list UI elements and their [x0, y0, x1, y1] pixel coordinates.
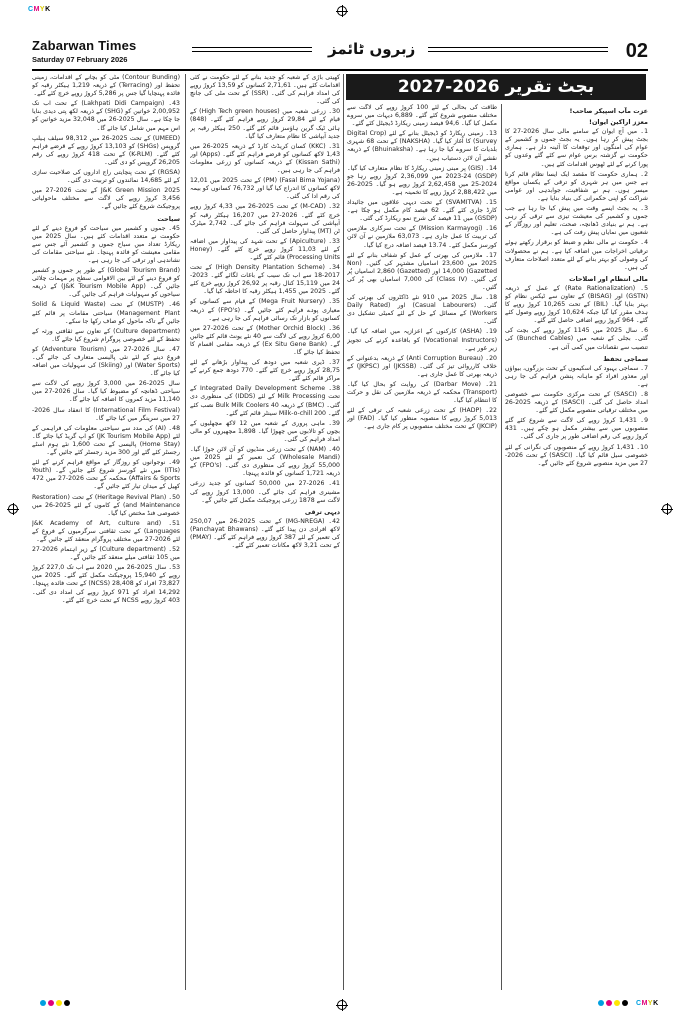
- article-paragraph: سال 2025-26 میں 3,000 کروڑ روپے کی لاگت سے سیاحتی ڈھانچہ کو مضبوط کیا گیا۔ سال 2026-27 میں 11,140 مزید کمروں کا اضافہ کیا جائے گا۔: [32, 380, 180, 404]
- article-paragraph: 40۔ (NAM) کے تحت زرعی منڈیوں کو آن لائن جوڑا گیا۔ (Wholesale Mandi) کی تعمیر کے لئے 2025 میں 55,000 کروڑ روپے کی منظوری دی گئی۔ (FPO's) کے ذریعہ 1,721 کسانوں کو فائدہ پہنچا۔: [190, 446, 340, 478]
- column-1: [32, 74, 180, 990]
- masthead-divider: [32, 69, 648, 71]
- color-swatch-bottom-left: [40, 1000, 70, 1006]
- article-paragraph: 5۔ (Rate Rationalization) کے عمل کے ذریعہ (GSTN) اور (BISAG) کے تعاون سے ٹیکس نظام کو بہتر بنایا گیا۔ (BIL) کے تحت 10,265 کروڑ روپے کا ہدف مقرر کیا گیا جبکہ 10,624 کروڑ روپے وصول کئے گئے۔ 964 کروڑ روپے اضافی حاصل کئے گئے۔: [505, 284, 648, 325]
- column-divider: [501, 104, 502, 990]
- article-paragraph: 50۔ (Heritage Revival Plan) کے تحت (Restoration and Maintenance) کے کاموں کے لئے 2025-26 میں خصوصی فنڈ مختص کیا گیا۔: [32, 493, 180, 517]
- article-paragraph: 34۔ (High Density Plantation Scheme) کے تحت 2017-18 سے اب تک سیب کے باغات لگائے گئے۔ 2023-24 میں 15,119 کنال رقبہ پر 26,92 کروڑ روپے خرچ کئے گئے۔ 2025 میں 1,455 ہیکٹر رقبہ کا احاطہ کیا گیا۔: [190, 264, 340, 296]
- column-divider: [343, 74, 344, 990]
- article-paragraph: 32۔ (M-CAD) کے تحت 2025-26 میں 4,33 کروڑ روپے خرچ کئے گئے۔ 2026-27 میں 16,207 ہیکٹر رقبہ کو آبپاشی کی سہولت فراہم کی جائے گی۔ 2,742 میٹرک ٹن (MT) پیداوار حاصل کی گئی۔: [190, 203, 340, 235]
- cmyk-mark-bottom: CMYK: [636, 1000, 659, 1007]
- article-paragraph: 53۔ سال 2025-26 میں 2020 سے اب تک 227,0 کروڑ روپے کے 15,940 پروجیکٹ مکمل کئے گئے۔ 2025 میں 73,827 افراد کو 28,408 (NCSS) کے تحت فائدہ پہنچا۔ 14,292 افراد کو 971 کروڑ روپے کی امداد دی گئی۔ 403 کروڑ روپے NCSS کے تحت خرچ کئے گئے۔: [32, 564, 180, 604]
- swatch-yellow: [56, 1000, 62, 1006]
- issue-date: Saturday 07 February 2026: [32, 55, 128, 64]
- section-heading: مالی انتظام اور اصلاحات: [569, 274, 648, 283]
- article-paragraph: 31۔ (KKC) کسان کریڈٹ کارڈ کے ذریعہ 2025-26 میں 1,43 لاکھ کسانوں کو قرضے فراہم کئے گئے۔ (Apps) اور (Kissan Sathi) کے ذریعہ کسانوں کو زرعی معلومات فراہم کی جا رہی ہیں۔: [190, 142, 340, 175]
- article-paragraph: 18۔ سال 2025 میں 910 نئے ڈاکٹروں کی بھرتی کی گئی۔ (Casual Labourers) اور (Daily Rated Workers) کے مسائل کے حل کے لئے کمیٹی تشکیل دی گئی۔: [347, 294, 497, 326]
- masthead-rule: [192, 47, 312, 48]
- article-paragraph: 16۔ (Mission Karmayogi) کے تحت سرکاری ملازمین کی تربیت کا عمل جاری ہے۔ 63,073 ملازمین نے آن لائن کورسز مکمل کئے۔ 13.74 فیصد اضافہ درج کیا گیا۔: [347, 225, 497, 249]
- article-paragraph: 39۔ ماہی پروری کے شعبہ میں 12 لاکھ مچھلیوں کے بچوں کو تالابوں میں چھوڑا گیا۔ 1,898 مچھیروں کو مالی امداد فراہم کی گئی۔: [190, 419, 340, 443]
- article-paragraph: (RGSA) کے تحت پنچایتی راج اداروں کی صلاحیت سازی کے لئے 14,685 نمائندوں کو تربیت دی گئی۔: [32, 169, 180, 185]
- article-paragraph: 36۔ (Mother Orchid Block) کے تحت 2026-27 میں 6,00 کروڑ روپے کی لاگت سے 40 نئے یونٹ قائم کئے جائیں گے۔ (Ex Situ Gene Bank) کے ذریعہ مقامی اقسام کا تحفظ کیا جائے گا۔: [190, 324, 340, 356]
- article-paragraph: 52۔ (Culture department) کے زیر اہتمام 2026-27 میں 105 ثقافتی میلے منعقد کئے جائیں گے۔: [32, 546, 180, 562]
- article-paragraph: J&K Green Mission 2025 کے تحت 2026-27 میں 3,456 کروڑ روپے کی لاگت سے مختلف ماحولیاتی پروجیکٹ شروع کئے جائیں گے۔: [32, 187, 180, 211]
- swatch-cyan: [40, 1000, 46, 1006]
- article-paragraph: (Contour Bunding) مٹی کو بچانے کے اقدامات، زمینی تحفظ اور (Terracing) کے ذریعہ 1,219 ہیکٹر رقبہ کو فائدہ پہنچایا گیا جس پر 5,286 کروڑ روپے خرچ کئے گئے۔: [32, 74, 180, 98]
- color-swatch-bottom-right: [598, 1000, 628, 1006]
- article-paragraph: 17۔ ملازمین کی بھرتی کے عمل کو شفاف بنانے کے لئے 2025 میں 23,600 اسامیاں مشتہر کی گئیں۔ (Non Gazetted) 14,000 اور (Gazetted) 2,860 اسامیاں پُر کی گئیں۔ (Class IV) کی 7,000 اسامیاں بھی پُر کی گئیں۔: [347, 251, 497, 291]
- article-paragraph: 22۔ (HADP) کے تحت زرعی شعبہ کی ترقی کے لئے 5,013 کروڑ روپے کا منصوبہ منظور کیا گیا۔ (FAD) اور (JKCIP) کے تحت مختلف منصوبوں پر کام جاری ہے۔: [347, 407, 497, 431]
- brand-name: Zabarwan Times: [32, 38, 137, 53]
- registration-mark-top: [337, 6, 347, 16]
- article-paragraph: 51۔ (J&K Academy of Art, culture and Languages) کے تحت ثقافتی سرگرمیوں کے فروغ کے لئے 2026-27 میں مختلف پروگرام منعقد کئے جائیں گے۔: [32, 519, 180, 543]
- article-paragraph: 41۔ 2026-27 میں 50,000 کسانوں کو جدید زرعی مشینری فراہم کی جائے گی۔ 13,000 کروڑ روپے کی لاگت سے 1878 زرعی پروجیکٹ مکمل کئے جائیں گے۔: [190, 480, 340, 504]
- swatch-magenta: [48, 1000, 54, 1006]
- column-4: [505, 104, 648, 990]
- article-paragraph: 49۔ نوجوانوں کو روزگار کے مواقع فراہم کرنے کے لئے (ITIs) میں نئے کورسز شروع کئے جائیں گے۔ (Youth Affairs & Sports) محکمہ کے تحت 2026-27 میں 472 کھیل کے میدان تیار کئے جائیں گے۔: [32, 459, 180, 491]
- article-paragraph: (Fasal Bima Yojana) (PM) کے تحت 2025 میں 12,01 لاکھ کسانوں کا اندراج کیا گیا اور 76,732 کسانوں کو بیمہ کی رقم ادا کی گئی۔: [190, 177, 340, 201]
- article-paragraph: (International Film Festival) کا انعقاد سال 2026-27 میں سرینگر میں کیا جائے گا۔: [32, 406, 180, 422]
- registration-mark-left: [8, 504, 18, 514]
- article-paragraph: 1۔ میں آج ایوان کے سامنے مالی سال 2026-27 کا بجٹ پیش کر رہا ہوں۔ یہ بجٹ جموں و کشمیر کے عوام کی امنگوں اور توقعات کا آئینہ دار ہے۔ ہماری حکومت نے گزشتہ برس عوام سے کئے گئے وعدوں کو پورا کرنے کے لئے ٹھوس اقدامات کئے ہیں۔: [505, 128, 648, 168]
- article-paragraph: 9۔ 1,431 کروڑ روپے کی لاگت سے شروع کئے گئے منصوبوں میں سے بیشتر مکمل ہو چکے ہیں۔ 431 کروڑ روپے کی رقم اضافی طور پر جاری کی گئی۔: [505, 417, 648, 441]
- masthead: [32, 38, 648, 68]
- article-paragraph: 45۔ جموں و کشمیر میں سیاحت کو فروغ دینے کے لئے حکومت نے متعدد اقدامات کئے ہیں۔ سال 2025 میں ریکارڈ تعداد میں سیاح جموں و کشمیر آئے جس سے مقامی معیشت کو فائدہ پہنچا۔ نئے سیاحتی مقامات کی نشاندہی اور ترقی کی جا رہی ہے۔: [32, 224, 180, 264]
- article-paragraph: (Culture department) کے تعاون سے ثقافتی ورثہ کے تحفظ کے لئے خصوصی پروگرام شروع کیا جائے گا۔: [32, 327, 180, 343]
- registration-mark-bottom: [337, 1000, 347, 1010]
- article-paragraph: کھیتی باڑی کے شعبہ کو جدید بنانے کے لئے حکومت نے کئی اقدامات کئے ہیں۔ 2,71,61 کسانوں کو 13,59 کروڑ روپے کی امداد فراہم کی گئی۔ (SSR) کے تحت مٹی کی جانچ کی گئی۔: [190, 74, 340, 106]
- article-paragraph: 48۔ (AI) کی مدد سے سیاحتی معلومات کی فراہمی کے لئے (JK Tourism Mobile App) کو اپ گریڈ کیا جائے گا۔ (Home Stay) پالیسی کے تحت 1,600 نئے ہوم اسٹے رجسٹر کئے گئے اور 300 مزید رجسٹر کئے جائیں گے۔: [32, 424, 180, 457]
- article-paragraph: 7۔ سماجی بہبود کی اسکیموں کے تحت بزرگوں، بیواؤں اور معذور افراد کو ماہانہ پنشن فراہم کی جا رہی ہے۔: [505, 364, 648, 388]
- swatch-magenta: [606, 1000, 612, 1006]
- masthead-rule: [428, 51, 608, 52]
- article-paragraph: 10۔ 1,431 کروڑ روپے کے منصوبوں کی نگرانی کے لئے خصوصی سیل قائم کیا گیا۔ (SASCI) کے تحت 2026-27 میں مزید منصوبے شروع کئے جائیں گے۔: [505, 443, 648, 467]
- section-heading: دیہی ترقی: [304, 507, 340, 516]
- article-paragraph: 2۔ ہماری حکومت کا مقصد ایک ایسا نظام قائم کرنا ہے جس میں ہر شہری کو ترقی کے یکساں مواقع میسر ہوں۔ ہم نے شفافیت، جوابدہی اور عوامی شراکت کو اپنی حکمرانی کی بنیاد بنایا ہے۔: [505, 170, 648, 202]
- article-paragraph: 35۔ (Mega Fruit Nursery) کے قیام سے کسانوں کو معیاری پودے فراہم کئے جائیں گے۔ (FPO's) کے ذریعہ کسانوں کو بازار تک رسائی فراہم کی جا رہی ہے۔: [190, 298, 340, 322]
- article-paragraph: 4۔ حکومت نے مالی نظم و ضبط کو برقرار رکھتے ہوئے ترقیاتی اخراجات میں اضافہ کیا ہے۔ ہم نے محصولات کی وصولی کو بہتر بنانے کے لئے متعدد اصلاحات متعارف کی ہیں۔: [505, 239, 648, 271]
- article-paragraph: 21۔ (Darbar Move) کی روایت کو بحال کیا گیا۔ (Transport) محکمہ کے ذریعہ ملازمین کی نقل و حرکت کا انتظام کیا گیا۔: [347, 381, 497, 405]
- section-heading: سیاحت: [157, 214, 180, 223]
- masthead-rule: [428, 47, 608, 48]
- article-paragraph: 20۔ (Anti Corruption Bureau) کے ذریعہ بدعنوانی کے خلاف کارروائی تیز کی گئی۔ (JKSSB) اور (JKPSC) کے ذریعہ بھرتی کا عمل جاری ہے۔: [347, 354, 497, 378]
- article-paragraph: 37۔ ڈیری شعبہ میں دودھ کی پیداوار بڑھانے کے لئے 28,75 کروڑ روپے خرچ کئے گئے۔ 770 دودھ جمع کرنے کے مراکز قائم کئے گئے۔: [190, 359, 340, 383]
- swatch-cyan: [598, 1000, 604, 1006]
- article-paragraph: 42۔ (MG-NREGA) کے تحت 2025-26 میں 250,07 لاکھ افرادی دن پیدا کئے گئے۔ (Panchayat Bhawans) کی تعمیر کے لئے 387 کروڑ روپے فراہم کئے گئے۔ (PMAY) کے تحت 3,21 لاکھ مکانات تعمیر کئے گئے۔: [190, 517, 340, 550]
- column-2: [190, 74, 340, 990]
- section-heading: معزز اراکین ایوان!: [589, 118, 648, 127]
- column-3: [347, 104, 497, 990]
- article-paragraph: طاقت کی بحالی کے لئے 100 کروڑ روپے کی لاگت سے مختلف منصوبے شروع کئے گئے۔ 6,889 دیہات میں سروے مکمل کیا گیا۔ 94,6 فیصد زمینی ریکارڈ ڈیجیٹل کئے گئے۔: [347, 104, 497, 128]
- cmyk-mark-top: CMYK: [28, 6, 51, 13]
- article-paragraph: 47۔ سال 2026-27 میں (Adventure Tourism) کو فروغ دینے کے لئے نئی پالیسی متعارف کی جائے گی۔ (Water Sports) اور (Skiing) کی سہولیات میں اضافہ کیا جائے گا۔: [32, 345, 180, 378]
- swatch-black: [64, 1000, 70, 1006]
- column-divider: [185, 74, 186, 990]
- swatch-black: [622, 1000, 628, 1006]
- article-paragraph: 30۔ زرعی شعبہ میں (High Tech green houses) کے قیام کے لئے 29,84 کروڑ روپے فراہم کئے گئے۔ (848) ہائی ٹیک گرین ہاؤسز قائم کئے گئے۔ 250 ہیکٹر رقبہ پر جدید آبپاشی کا نظام متعارف کیا گیا۔: [190, 108, 340, 140]
- article-paragraph: 43۔ (Lakhpati Didi Campaign) کے تحت اب تک 2,00,952 خواتین کو (SHG) کے ذریعہ لکھ پتی دیدی بنایا جا چکا ہے۔ سال 2025-26 میں 32,048 مزید خواتین کو اس مہم میں شامل کیا جائے گا۔: [32, 100, 180, 132]
- article-paragraph: (Global Tourism Brand) کے طور پر جموں و کشمیر کو فروغ دینے کے لئے بین الاقوامی سطح پر مہمات چلائی جائیں گی۔ (J&K Tourism Mobile App) کے ذریعہ سیاحوں کو سہولیات فراہم کی جائیں گی۔: [32, 267, 180, 299]
- article-paragraph: 8۔ (SASCI) کے تحت مرکزی حکومت سے خصوصی امداد حاصل کی گئی۔ (SASCI) کے ذریعہ 2025-26 میں مختلف ترقیاتی منصوبے مکمل کئے گئے۔: [505, 391, 648, 415]
- article-paragraph: 14۔ (GIS) پر مبنی زمینی ریکارڈ کا نظام متعارف کیا گیا۔ (GSDP) 2023-24 میں 2,36,099 کروڑ روپے رہا جو 2024-25 میں 2,62,458 کروڑ روپے ہو گیا۔ 2025-26 میں 2,88,422 کروڑ روپے کا تخمینہ ہے۔: [347, 164, 497, 196]
- masthead-rule: [192, 51, 312, 52]
- page-number: 02: [625, 40, 648, 62]
- article-paragraph: 38۔ Integrated Daily Development Scheme کے تحت Milk Processing کے لئے (IDDS) کی منظوری دی گئی۔ (BMC) کے ذریعہ 40 Bulk Milk Coolers نصب کئے گئے۔ 200 Milk-o-chill سینٹر قائم کئے گئے۔: [190, 385, 340, 417]
- budget-speech-banner: بجٹ تقریر 2026-2027: [346, 74, 646, 100]
- registration-mark-right: [662, 504, 672, 514]
- article-paragraph: 19۔ (ASHA) کارکنوں کے اعزازیہ میں اضافہ کیا گیا۔ (Vocational Instructors) کو باقاعدہ کرنے کی تجویز زیر غور ہے۔: [347, 328, 497, 352]
- article-paragraph: 46۔ (MUSTP) کے تحت (Solid & Liquid Waste Management Plant) سیاحتی مقامات پر قائم کئے جائیں گے تاکہ ماحول کو صاف رکھا جا سکے۔: [32, 301, 180, 325]
- swatch-yellow: [614, 1000, 620, 1006]
- article-paragraph: 6۔ سال 2025 میں 1145 کروڑ روپے کی بچت کی گئی۔ بجلی کے شعبہ میں (Bunched Cables) کی تنصیب سے نقصانات میں کمی آئی ہے۔: [505, 327, 648, 351]
- section-heading: عزت مآب اسپیکر صاحب!: [569, 107, 648, 115]
- section-heading: سماجی تحفظ: [603, 354, 648, 363]
- article-paragraph: 33۔ (Apiculture) کے تحت شہد کی پیداوار میں اضافہ کے لئے 11,03 کروڑ روپے خرچ کئے گئے۔ (Honey Processing Units) قائم کئے گئے۔: [190, 237, 340, 261]
- urdu-brand-logo: زبروں ٹائمز: [328, 40, 416, 58]
- article-paragraph: (UMEED) کے تحت 2025-26 میں 98,312 سیلف ہیلپ گروپس (SHGs) کو 13,103 کروڑ روپے کے قرضے فراہم کئے گئے۔ (K-RLM) کے تحت 418 کروڑ روپے کی رقم 26,205 گروپس کو دی گئی۔: [32, 134, 180, 166]
- article-paragraph: 3۔ یہ بجٹ ایسے وقت میں پیش کیا جا رہا ہے جب جموں و کشمیر کی معیشت تیزی سے ترقی کر رہی ہے۔ ہم نے بنیادی ڈھانچہ، صحت، تعلیم اور روزگار کے شعبوں میں نمایاں پیش رفت کی ہے۔: [505, 205, 648, 237]
- article-paragraph: 15۔ (SVAMITVA) کے تحت دیہی علاقوں میں جائیداد کارڈ جاری کئے گئے۔ 62 فیصد کام مکمل ہو چکا ہے۔ (GSDP) میں 11 فیصد کی شرح نمو ریکارڈ کی گئی۔: [347, 199, 497, 223]
- article-paragraph: 13۔ زمینی ریکارڈ کو ڈیجیٹل بنانے کے لئے (Digital Crop Survey) کا آغاز کیا گیا۔ (NAKSHA) کے تحت 68 شہری بلدیات کا سروے کیا جا رہا ہے۔ (Bhuinaksha) کے ذریعہ نقشے آن لائن دستیاب ہیں۔: [347, 130, 497, 162]
